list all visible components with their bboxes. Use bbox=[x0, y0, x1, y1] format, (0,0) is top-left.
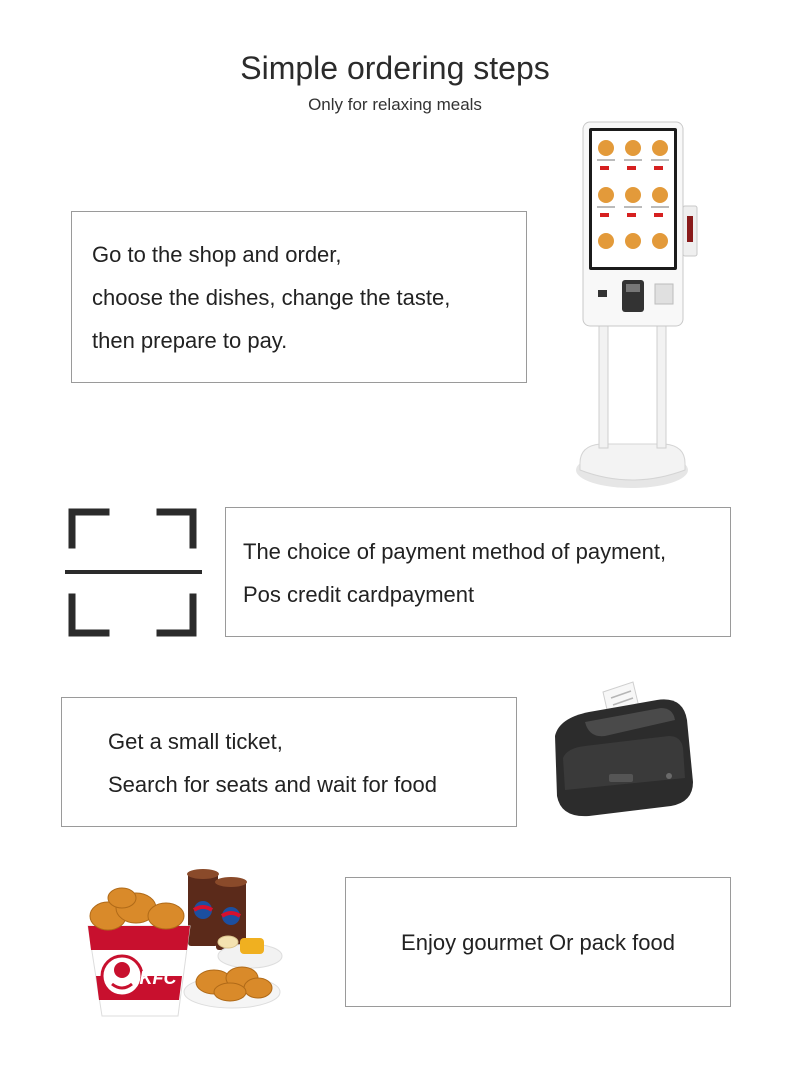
step-2-line-2: Pos credit cardpayment bbox=[243, 582, 475, 607]
self-service-kiosk-icon bbox=[575, 118, 705, 496]
bucket-brand-text: KFC bbox=[139, 968, 177, 988]
step-3-line-1: Get a small ticket, bbox=[108, 729, 283, 754]
step-4-line-1: Enjoy gourmet Or pack food bbox=[401, 929, 675, 955]
page-subtitle: Only for relaxing meals bbox=[308, 95, 482, 114]
page-title: Simple ordering steps bbox=[240, 50, 550, 86]
step-3-box bbox=[61, 697, 517, 827]
step-3-line-2: Search for seats and wait for food bbox=[108, 772, 437, 797]
step-1-line-1: Go to the shop and order, bbox=[92, 242, 342, 267]
step-1-line-3: then prepare to pay. bbox=[92, 328, 288, 353]
step-2-box bbox=[225, 507, 731, 637]
step-2-line-1: The choice of payment method of payment, bbox=[243, 539, 667, 564]
receipt-printer-icon bbox=[545, 678, 700, 823]
step-1-box bbox=[71, 211, 527, 383]
fried-chicken-bucket-icon bbox=[82, 864, 292, 1024]
step-4-box bbox=[345, 877, 731, 1007]
scan-frame-icon bbox=[62, 505, 204, 639]
step-1-line-2: choose the dishes, change the taste, bbox=[92, 285, 451, 310]
